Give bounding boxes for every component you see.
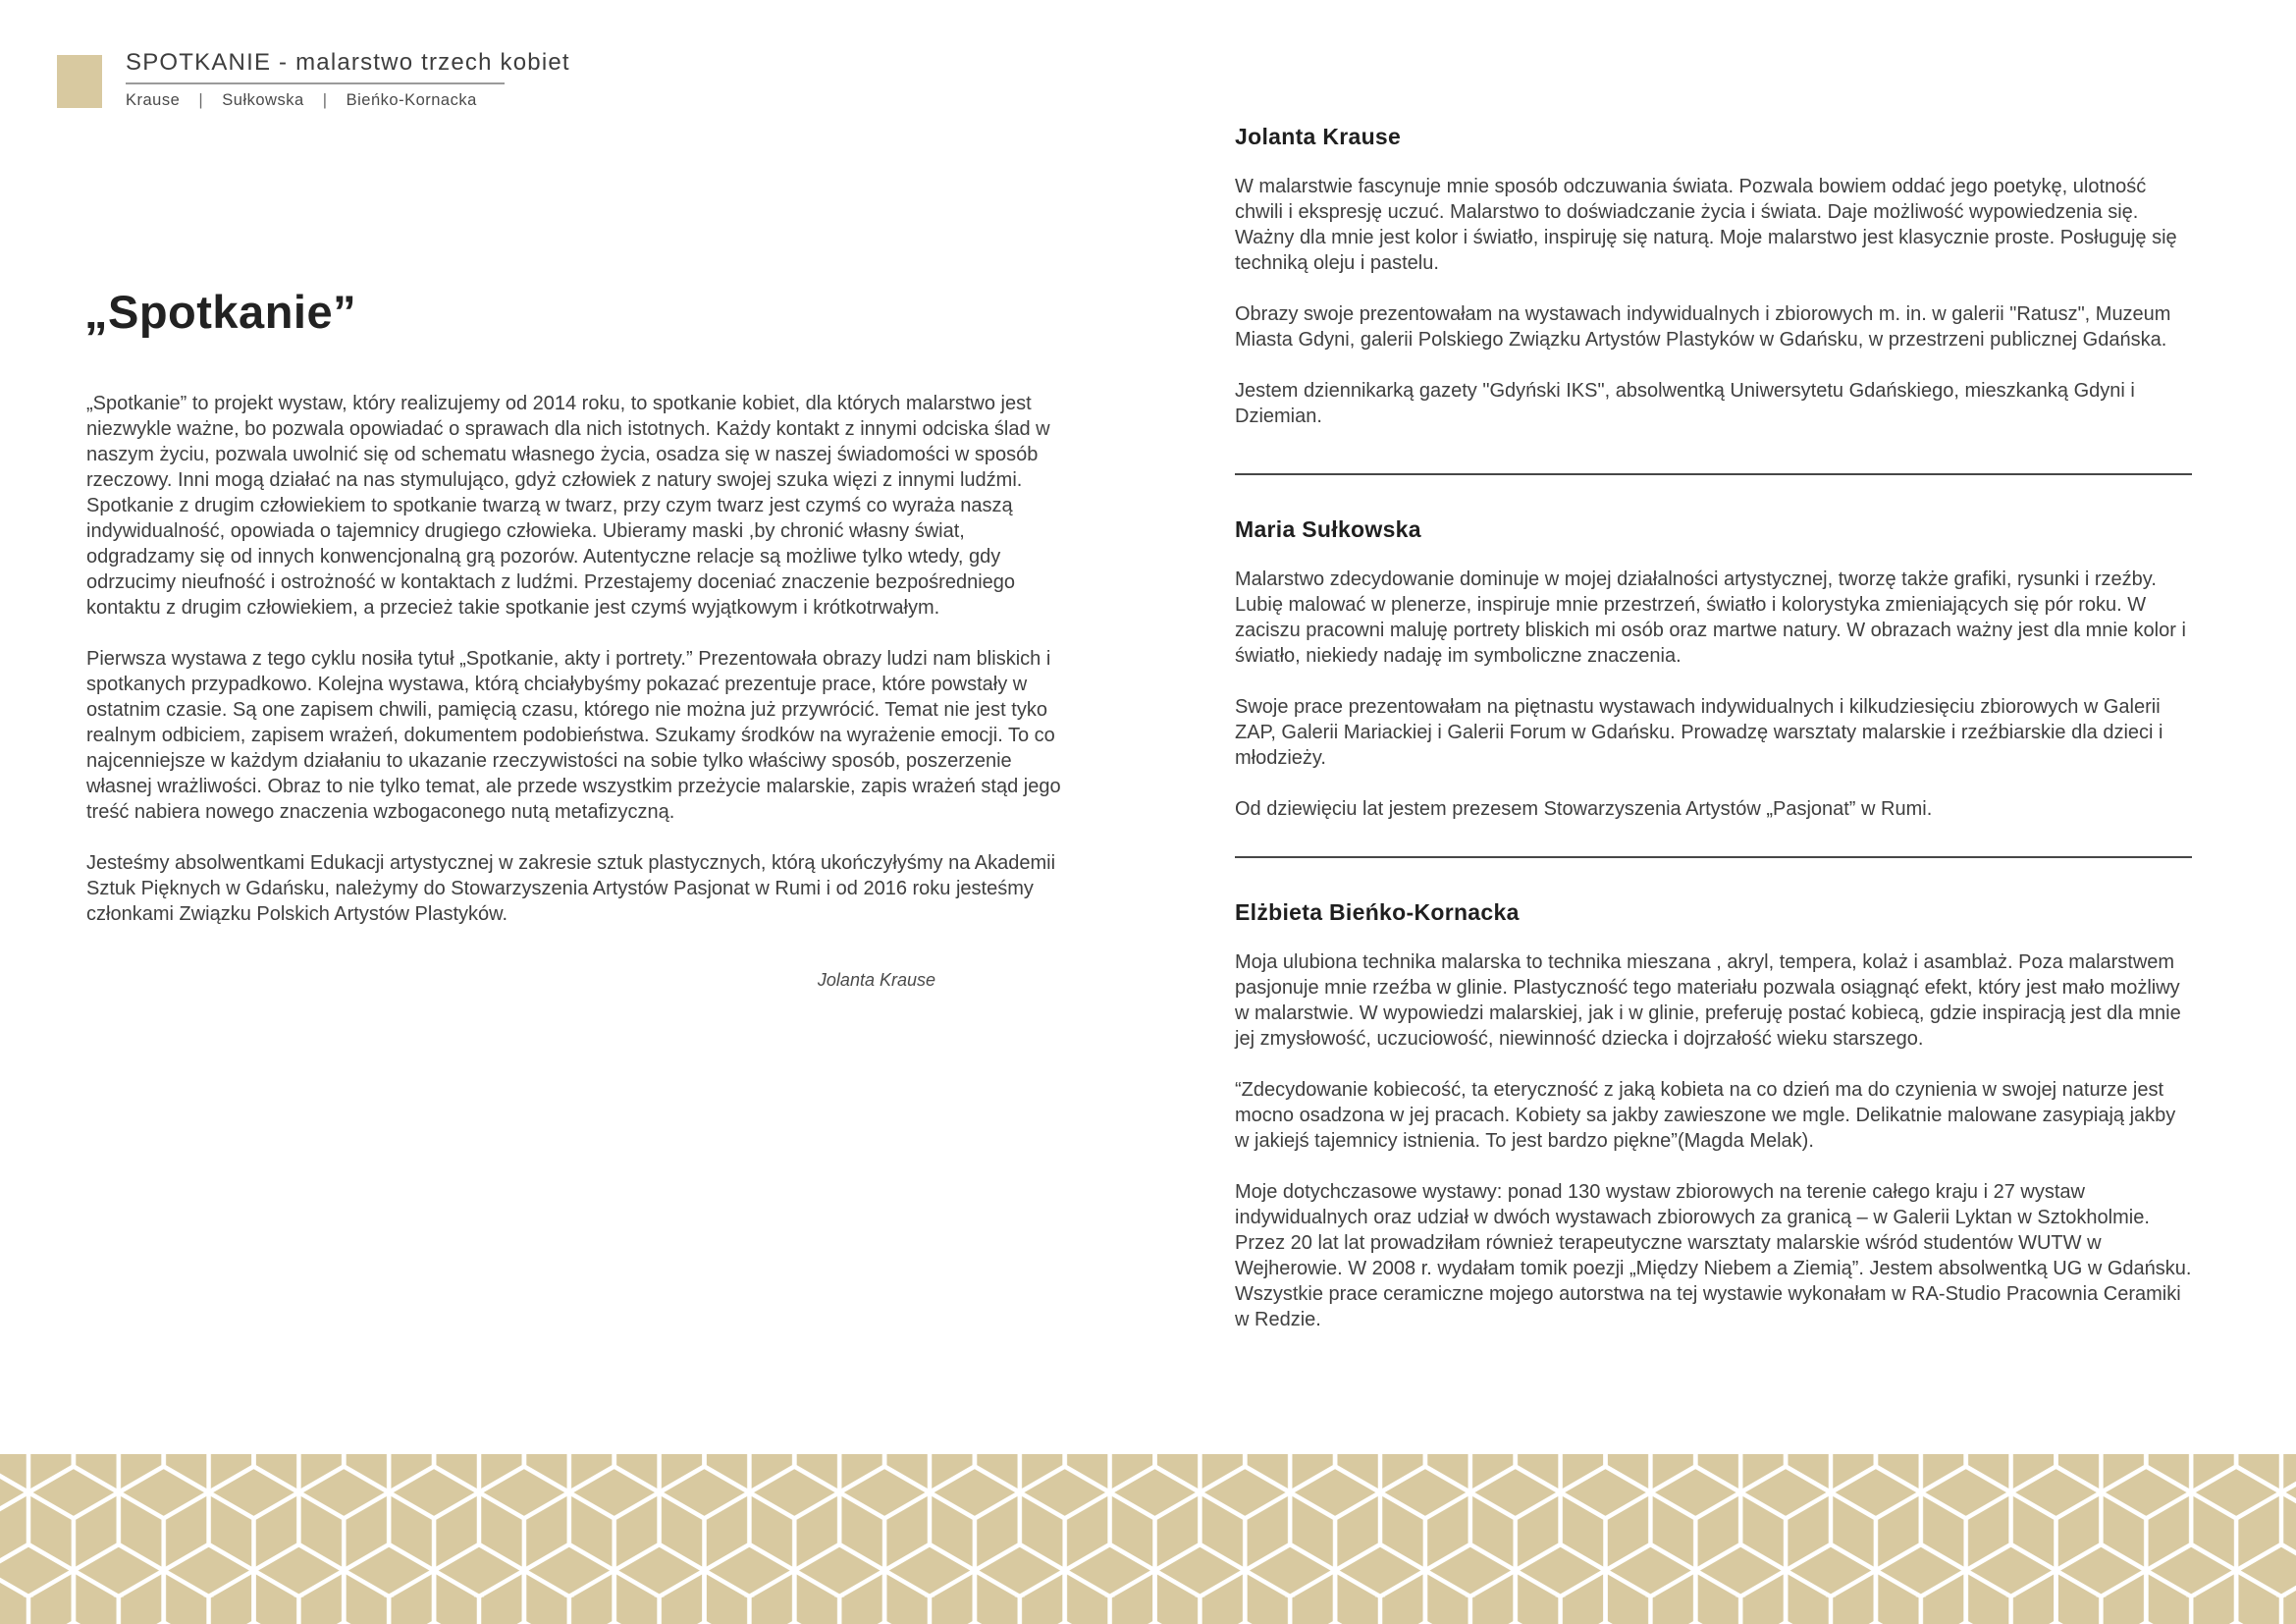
name-separator: | <box>322 91 328 109</box>
main-heading: „Spotkanie” <box>84 286 357 338</box>
decorative-cube-pattern-band <box>0 1454 2296 1624</box>
bio-paragraph: Obrazy swoje prezentowałam na wystawach indywidualnych i zbiorowych m. in. w galerii "Ratusz", Muzeum Miasta Gdyni, galerii Polskiego Związku Artystów Plastyków w Gdańsku, w przestrzeni publicznej Gdańska. <box>1235 303 2171 351</box>
bio-heading: Elżbieta Bieńko-Kornacka <box>1235 899 1520 925</box>
bio-paragraph: Swoje prace prezentowałam na piętnastu wystawach indywidualnych i kilkudziesięciu zbiorowych w Galerii ZAP, Galerii Mariackiej i Galerii Forum w Gdańsku. Prowadzę warsztaty malarskie i rzeźbiarskie dla dzieci i młodzieży. <box>1235 696 2163 769</box>
bio-heading: Maria Sułkowska <box>1235 516 1421 542</box>
page-title: SPOTKANIE - malarstwo trzech kobiet <box>126 49 570 76</box>
bio-paragraph: Moje dotychczasowe wystawy: ponad 130 wystaw zbiorowych na terenie całego kraju i 27 wystaw indywidualnych oraz udział w dwóch wystawach zbiorowych za granicą – w Galerii Lyktan w Sztokholmie. Przez 20 lat lat prowadziłam również terapeutyczne warsztaty malarskie wśród studentów WUTW w Wejherowie. W 2008 r. wydałam tomik poezji „Między Niebem a Ziemią”. Jestem absolwentką UG w Gdańsku. Wszystkie prace ceramiczne mojego autorstwa na tej wystawie wykonałam w RA-Studio Pracownia Ceramiki w Redzie. <box>1235 1181 2192 1330</box>
bio-paragraph: “Zdecydowanie kobiecość, ta eteryczność z jaką kobieta na co dzień ma do czynienia w swojej naturze jest mocno osadzona w jej pracach. Kobiety sa jakby zawieszone we mgle. Delikatnie malowane zasypiają jakby w jakiejś tajemnicy istnienia. To jest bardzo piękne”(Magda Melak). <box>1235 1079 2176 1152</box>
bio-paragraph: Jestem dziennikarką gazety "Gdyński IKS", absolwentką Uniwersytetu Gdańskiego, mieszkanką Gdyni i Dziemian. <box>1235 380 2135 427</box>
artist-name-krause: Krause <box>126 91 181 109</box>
bio-heading: Jolanta Krause <box>1235 124 1402 149</box>
intro-paragraph: Jesteśmy absolwentkami Edukacji artystycznej w zakresie sztuk plastycznych, którą ukończyłyśmy na Akademii Sztuk Pięknych w Gdańsku, należymy do Stowarzyszenia Artystów Pasjonat w Rumi i od 2016 roku jesteśmy członkami Związku Polskich Artystów Plastyków. <box>86 852 1056 925</box>
title-underline <box>126 82 505 84</box>
bio-section-bienko-kornacka <box>1235 899 2192 1358</box>
artist-name-bienko-kornacka: Bieńko-Kornacka <box>346 91 477 109</box>
intro-text-column <box>86 391 1075 991</box>
bio-paragraph: W malarstwie fascynuje mnie sposób odczuwania świata. Pozwala bowiem oddać jego poetykę, ulotność chwili i ekspresję uczuć. Malarstwo to doświadczanie życia i świata. Daje możliwość wypowiedzenia się. Ważny dla mnie jest kolor i światło, inspiruję się naturą. Moje malarstwo jest klasycznie proste. Posługuję się techniką oleju i pastelu. <box>1235 176 2177 274</box>
bio-paragraph: Malarstwo zdecydowanie dominuje w mojej działalności artystycznej, tworzę także grafiki, rysunki i rzeźby. Lubię malować w plenerze, inspiruje mnie przestrzeń, światło i kolorystyka zmieniających się pór roku. W zaciszu pracowni maluję portrety bliskich mi osób oraz martwe natury. W obrazach ważny jest dla mnie kolor i światło, niekiedy nadaję im symboliczne znaczenia. <box>1235 568 2186 667</box>
logo-square <box>57 55 102 108</box>
bio-paragraph: Moja ulubiona technika malarska to technika mieszana , akryl, tempera, kolaż i asamblaż. Poza malarstwem pasjonuje mnie rzeźba w glinie. Plastyczność tego materiału pozwala osiągnąć efekt, który jest mało możliwy w malarstwie. W wypowiedzi malarskiej, jak i w glinie, preferuję postać kobiecą, gdzie inspiracją jest dla mnie jej zmysłowość, uczuciowość, niewinność dziecka i dojrzałość wieku starszego. <box>1235 951 2181 1050</box>
artist-names <box>126 91 477 110</box>
bio-section-sulkowska <box>1235 516 2192 847</box>
intro-paragraph: „Spotkanie” to projekt wystaw, który realizujemy od 2014 roku, to spotkanie kobiet, dla których malarstwo jest niezwykle ważne, bo pozwala opowiadać o sprawach dla nich istotnych. Każdy kontakt z innymi odciska ślad w naszym życiu, pozwala uwolnić się od schematu własnego życia, osadza się w naszej świadomości w sposób rzeczowy. Inni mogą działać na nas stymulująco, gdyż człowiek z natury swojej szuka więzi z innymi ludźmi. Spotkanie z drugim człowiekiem to spotkanie twarzą w twarz, przy czym twarz jest czymś co wyraża naszą indywidualność, opowiada o tajemnicy drugiego człowieka. Ubieramy maski ,by chronić własny świat, odgradzamy się od innych konwencjonalną grą pozorów. Autentyczne relacje są możliwe tylko wtedy, gdy odrzucimy nieufność i ostrożność w kontaktach z ludźmi. Przestajemy doceniać znaczenie bezpośredniego kontaktu z drugim człowiekiem, a przecież takie spotkanie jest czymś wyjątkowym i krótkotrwałym. <box>86 393 1050 619</box>
artist-name-sulkowska: Sułkowska <box>222 91 304 109</box>
section-divider <box>1235 856 2192 858</box>
author-signature: Jolanta Krause <box>817 970 935 990</box>
bio-section-krause <box>1235 124 2192 455</box>
section-divider <box>1235 473 2192 475</box>
name-separator: | <box>198 91 204 109</box>
intro-paragraph: Pierwsza wystawa z tego cyklu nosiła tytuł „Spotkanie, akty i portrety.” Prezentowała obrazy ludzi nam bliskich i spotkanych przypadkowo. Kolejna wystawa, którą chciałybyśmy pokazać prezentuje prace, które powstały w ostatnim czasie. Są one zapisem chwili, pamięcią czasu, którego nie można już przywrócić. Temat nie jest tyko realnym odbiciem, zapisem wrażeń, dokumentem podobieństwa. Szukamy środków na wyrażenie emocji. To co najcenniejsze w każdym działaniu to ukazanie rzeczywistości na sobie tylko właściwy sposób, poszerzenie własnej wrażliwości. Obraz to nie tylko temat, ale przede wszystkim przeżycie malarskie, zapis wrażeń stąd jego treść nabiera nowego znaczenia wzbogaconego nutą metafizyczną. <box>86 648 1061 823</box>
bio-paragraph: Od dziewięciu lat jestem prezesem Stowarzyszenia Artystów „Pasjonat” w Rumi. <box>1235 798 1933 820</box>
